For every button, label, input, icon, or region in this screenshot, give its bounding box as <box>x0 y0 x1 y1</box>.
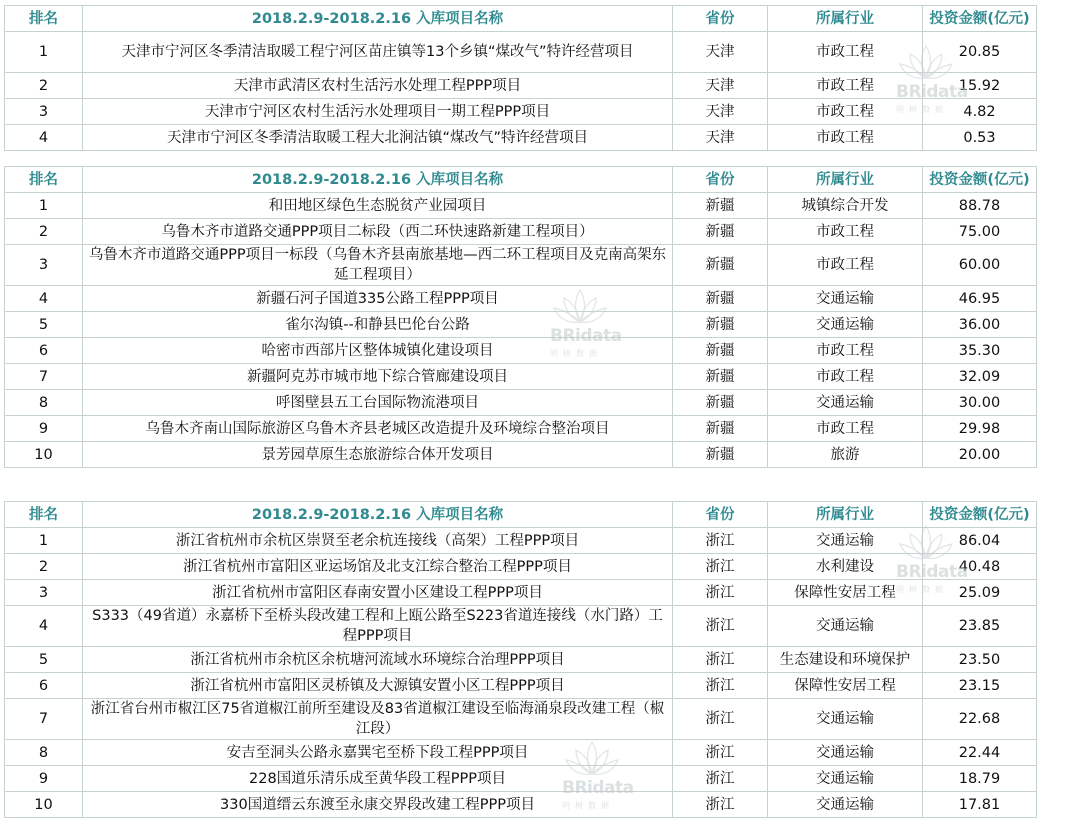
project-name-cell: 乌鲁木齐南山国际旅游区乌鲁木齐县老城区改造提升及环境综合整治项目 <box>83 416 673 442</box>
amount-cell: 30.00 <box>923 390 1037 416</box>
rank-cell: 8 <box>5 390 83 416</box>
amount-cell: 86.04 <box>923 528 1037 554</box>
amount-cell: 75.00 <box>923 219 1037 245</box>
rank-cell: 4 <box>5 606 83 647</box>
table-row <box>5 528 1037 554</box>
province-cell: 新疆 <box>673 193 768 219</box>
rank-cell: 3 <box>5 580 83 606</box>
project-name-cell: 哈密市西部片区整体城镇化建设项目 <box>83 338 673 364</box>
province-cell: 新疆 <box>673 245 768 286</box>
table-row <box>5 766 1037 792</box>
project-name-cell: 228国道乐清乐成至黄华段工程PPP项目 <box>83 766 673 792</box>
table-row <box>5 647 1037 673</box>
amount-cell: 15.92 <box>923 73 1037 99</box>
amount-cell: 20.85 <box>923 32 1037 73</box>
table-header-row <box>5 502 1037 528</box>
table-row <box>5 416 1037 442</box>
table-row <box>5 338 1037 364</box>
header-amount: 投资金额(亿元) <box>923 167 1037 193</box>
project-name-cell: 浙江省杭州市富阳区春南安置小区建设工程PPP项目 <box>83 580 673 606</box>
province-cell: 浙江 <box>673 699 768 740</box>
amount-cell: 32.09 <box>923 364 1037 390</box>
amount-cell: 60.00 <box>923 245 1037 286</box>
table-row <box>5 554 1037 580</box>
amount-cell: 25.09 <box>923 580 1037 606</box>
province-cell: 浙江 <box>673 766 768 792</box>
province-cell: 新疆 <box>673 364 768 390</box>
header-province: 省份 <box>673 502 768 528</box>
project-name-cell: 浙江省杭州市余杭区崇贤至老余杭连接线（高架）工程PPP项目 <box>83 528 673 554</box>
rank-cell: 1 <box>5 528 83 554</box>
table-row <box>5 245 1037 286</box>
amount-cell: 0.53 <box>923 125 1037 151</box>
province-cell: 浙江 <box>673 647 768 673</box>
industry-cell: 保障性安居工程 <box>768 580 923 606</box>
header-rank: 排名 <box>5 167 83 193</box>
project-name-cell: 浙江省杭州市富阳区灵桥镇及大源镇安置小区工程PPP项目 <box>83 673 673 699</box>
industry-cell: 市政工程 <box>768 219 923 245</box>
amount-cell: 4.82 <box>923 99 1037 125</box>
rank-cell: 4 <box>5 286 83 312</box>
header-project-name: 2018.2.9-2018.2.16 入库项目名称 <box>83 6 673 32</box>
watermark-brand: BRidata <box>550 326 622 346</box>
project-name-cell: 雀尔沟镇--和静县巴伦台公路 <box>83 312 673 338</box>
table-row <box>5 390 1037 416</box>
province-cell: 天津 <box>673 73 768 99</box>
amount-cell: 22.44 <box>923 740 1037 766</box>
industry-cell: 旅游 <box>768 442 923 468</box>
rank-cell: 5 <box>5 312 83 338</box>
amount-cell: 23.50 <box>923 647 1037 673</box>
province-cell: 浙江 <box>673 740 768 766</box>
header-province: 省份 <box>673 6 768 32</box>
industry-cell: 市政工程 <box>768 99 923 125</box>
industry-cell: 市政工程 <box>768 364 923 390</box>
industry-cell: 交通运输 <box>768 286 923 312</box>
header-rank: 排名 <box>5 6 83 32</box>
rank-cell: 2 <box>5 219 83 245</box>
project-name-cell: 新疆阿克苏市城市地下综合管廊建设项目 <box>83 364 673 390</box>
header-industry: 所属行业 <box>768 6 923 32</box>
header-amount: 投资金额(亿元) <box>923 502 1037 528</box>
table-row <box>5 740 1037 766</box>
table-header-row <box>5 167 1037 193</box>
rank-cell: 1 <box>5 32 83 73</box>
table-header-row <box>5 6 1037 32</box>
industry-cell: 交通运输 <box>768 792 923 818</box>
province-cell: 新疆 <box>673 390 768 416</box>
province-cell: 浙江 <box>673 580 768 606</box>
project-name-cell: 天津市宁河区冬季清洁取暖工程宁河区苗庄镇等13个乡镇“煤改气”特许经营项目 <box>83 32 673 73</box>
project-name-cell: 和田地区绿色生态脱贫产业园项目 <box>83 193 673 219</box>
rank-cell: 7 <box>5 699 83 740</box>
project-name-cell: 乌鲁木齐市道路交通PPP项目二标段（西二环快速路新建工程项目） <box>83 219 673 245</box>
project-name-cell: 天津市宁河区农村生活污水处理项目一期工程PPP项目 <box>83 99 673 125</box>
rank-cell: 7 <box>5 364 83 390</box>
industry-cell: 水利建设 <box>768 554 923 580</box>
header-province: 省份 <box>673 167 768 193</box>
rank-cell: 5 <box>5 647 83 673</box>
rank-cell: 2 <box>5 73 83 99</box>
industry-cell: 交通运输 <box>768 740 923 766</box>
rank-cell: 9 <box>5 416 83 442</box>
province-cell: 天津 <box>673 125 768 151</box>
industry-cell: 交通运输 <box>768 606 923 647</box>
amount-cell: 88.78 <box>923 193 1037 219</box>
watermark-sub: 明树数据 <box>896 585 948 594</box>
project-name-cell: 天津市宁河区冬季清洁取暖工程大北涧沽镇“煤改气”特许经营项目 <box>83 125 673 151</box>
table-row <box>5 364 1037 390</box>
industry-cell: 生态建设和环境保护 <box>768 647 923 673</box>
industry-cell: 市政工程 <box>768 245 923 286</box>
table-row <box>5 442 1037 468</box>
xinjiang-projects-table <box>4 166 1037 468</box>
industry-cell: 城镇综合开发 <box>768 193 923 219</box>
amount-cell: 35.30 <box>923 338 1037 364</box>
industry-cell: 市政工程 <box>768 32 923 73</box>
table-row <box>5 580 1037 606</box>
amount-cell: 46.95 <box>923 286 1037 312</box>
amount-cell: 40.48 <box>923 554 1037 580</box>
province-cell: 浙江 <box>673 673 768 699</box>
amount-cell: 20.00 <box>923 442 1037 468</box>
table-row <box>5 606 1037 647</box>
project-name-cell: 浙江省台州市椒江区75省道椒江前所至建设及83省道椒江建设至临海涌泉段改建工程（椒江段） <box>83 699 673 740</box>
province-cell: 天津 <box>673 99 768 125</box>
rank-cell: 3 <box>5 99 83 125</box>
province-cell: 天津 <box>673 32 768 73</box>
project-name-cell: 新疆石河子国道335公路工程PPP项目 <box>83 286 673 312</box>
header-project-name: 2018.2.9-2018.2.16 入库项目名称 <box>83 167 673 193</box>
province-cell: 浙江 <box>673 554 768 580</box>
watermark-sub: 明树数据 <box>562 801 614 810</box>
project-name-cell: 景芳园草原生态旅游综合体开发项目 <box>83 442 673 468</box>
watermark-brand: BRidata <box>562 778 634 798</box>
zhejiang-projects-table <box>4 501 1037 818</box>
header-amount: 投资金额(亿元) <box>923 6 1037 32</box>
province-cell: 新疆 <box>673 219 768 245</box>
table-row <box>5 312 1037 338</box>
industry-cell: 交通运输 <box>768 528 923 554</box>
province-cell: 新疆 <box>673 416 768 442</box>
rank-cell: 4 <box>5 125 83 151</box>
project-name-cell: 浙江省杭州市余杭区余杭塘河流域水环境综合治理PPP项目 <box>83 647 673 673</box>
amount-cell: 29.98 <box>923 416 1037 442</box>
province-cell: 新疆 <box>673 286 768 312</box>
project-name-cell: 天津市武清区农村生活污水处理工程PPP项目 <box>83 73 673 99</box>
project-name-cell: 330国道缙云东渡至永康交界段改建工程PPP项目 <box>83 792 673 818</box>
industry-cell: 交通运输 <box>768 766 923 792</box>
industry-cell: 交通运输 <box>768 699 923 740</box>
project-name-cell: 乌鲁木齐市道路交通PPP项目一标段（乌鲁木齐县南旅基地—西二环工程项目及克南高架东延工程项目） <box>83 245 673 286</box>
rank-cell: 10 <box>5 442 83 468</box>
amount-cell: 36.00 <box>923 312 1037 338</box>
industry-cell: 保障性安居工程 <box>768 673 923 699</box>
province-cell: 浙江 <box>673 606 768 647</box>
amount-cell: 22.68 <box>923 699 1037 740</box>
table-row <box>5 73 1037 99</box>
table-row <box>5 792 1037 818</box>
project-name-cell: 呼图壁县五工台国际物流港项目 <box>83 390 673 416</box>
rank-cell: 10 <box>5 792 83 818</box>
header-industry: 所属行业 <box>768 502 923 528</box>
watermark-sub: 明树数据 <box>896 105 948 114</box>
project-name-cell: S333（49省道）永嘉桥下至桥头段改建工程和上瓯公路至S223省道连接线（水门路）工程PPP项目 <box>83 606 673 647</box>
industry-cell: 市政工程 <box>768 125 923 151</box>
project-name-cell: 安吉至洞头公路永嘉巽宅至桥下段工程PPP项目 <box>83 740 673 766</box>
amount-cell: 17.81 <box>923 792 1037 818</box>
industry-cell: 市政工程 <box>768 416 923 442</box>
table-row <box>5 286 1037 312</box>
rank-cell: 6 <box>5 673 83 699</box>
province-cell: 新疆 <box>673 338 768 364</box>
province-cell: 新疆 <box>673 442 768 468</box>
amount-cell: 23.85 <box>923 606 1037 647</box>
header-industry: 所属行业 <box>768 167 923 193</box>
table-row <box>5 32 1037 73</box>
header-rank: 排名 <box>5 502 83 528</box>
rank-cell: 9 <box>5 766 83 792</box>
rank-cell: 2 <box>5 554 83 580</box>
table-row <box>5 99 1037 125</box>
industry-cell: 市政工程 <box>768 338 923 364</box>
amount-cell: 18.79 <box>923 766 1037 792</box>
rank-cell: 6 <box>5 338 83 364</box>
industry-cell: 市政工程 <box>768 73 923 99</box>
table-row <box>5 699 1037 740</box>
province-cell: 浙江 <box>673 792 768 818</box>
amount-cell: 23.15 <box>923 673 1037 699</box>
table-row <box>5 193 1037 219</box>
rank-cell: 3 <box>5 245 83 286</box>
rank-cell: 8 <box>5 740 83 766</box>
header-project-name: 2018.2.9-2018.2.16 入库项目名称 <box>83 502 673 528</box>
tianjin-projects-table <box>4 5 1037 151</box>
watermark-brand: BRidata <box>896 562 968 582</box>
table-row <box>5 219 1037 245</box>
watermark-brand: BRidata <box>896 82 968 102</box>
rank-cell: 1 <box>5 193 83 219</box>
industry-cell: 交通运输 <box>768 312 923 338</box>
industry-cell: 交通运输 <box>768 390 923 416</box>
table-row <box>5 673 1037 699</box>
project-name-cell: 浙江省杭州市富阳区亚运场馆及北支江综合整治工程PPP项目 <box>83 554 673 580</box>
province-cell: 新疆 <box>673 312 768 338</box>
table-row <box>5 125 1037 151</box>
watermark-sub: 明树数据 <box>550 349 602 358</box>
province-cell: 浙江 <box>673 528 768 554</box>
